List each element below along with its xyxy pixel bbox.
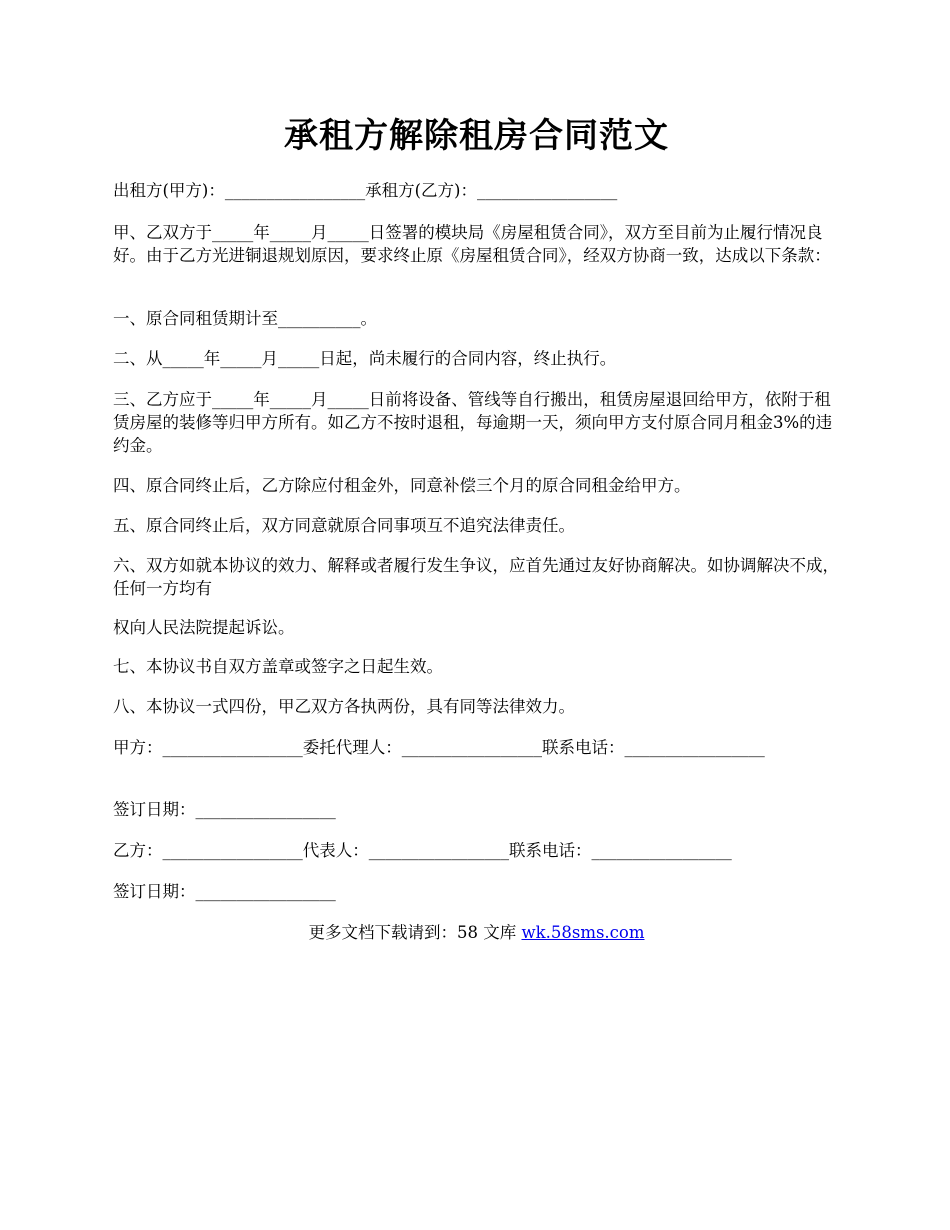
clause-4: 四、原合同终止后，乙方除应付租金外，同意补偿三个月的原合同租金给甲方。	[113, 476, 691, 495]
footer-prefix: 更多文档下载请到：58 文库	[308, 923, 522, 942]
footer-download-note	[113, 921, 840, 944]
parties-line: 出租方(甲方)：_________________承租方(乙方)：_________________	[113, 181, 618, 200]
clause-7: 七、本协议书自双方盖章或签字之日起生效。	[113, 657, 443, 676]
party-a-signature-line: 甲方：_________________委托代理人：_________________联系电话：_________________	[113, 738, 765, 757]
party-b-signature-line: 乙方：_________________代表人：_________________联系电话：_________________	[113, 841, 732, 860]
clause-2: 二、从_____年_____月_____日起，尚未履行的合同内容，终止执行。	[113, 349, 617, 368]
clause-8: 八、本协议一式四份，甲乙双方各执两份，具有同等法律效力。	[113, 697, 575, 716]
party-b-sign-date: 签订日期：_________________	[113, 882, 336, 901]
clause-6-continued: 权向人民法院提起诉讼。	[113, 618, 295, 637]
clause-3: 三、乙方应于_____年_____月_____日前将设备、管线等自行搬出，租赁房屋退回给甲方，依附于租赁房屋的装修等归甲方所有。如乙方不按时退租，每逾期一天，须向甲方支付原合同月租金3%的违约金。	[113, 390, 833, 455]
party-a-sign-date: 签订日期：_________________	[113, 800, 336, 819]
document-title: 承租方解除租房合同范文	[284, 116, 669, 156]
clause-1: 一、原合同租赁期计至__________。	[113, 309, 377, 328]
clause-6: 六、双方如就本协议的效力、解释或者履行发生争议，应首先通过友好协商解决。如协调解决不成，任何一方均有	[113, 556, 839, 598]
footer-link[interactable]: wk.58sms.com	[521, 923, 645, 942]
clause-5: 五、原合同终止后，双方同意就原合同事项互不追究法律责任。	[113, 516, 575, 535]
intro-paragraph: 甲、乙双方于_____年_____月_____日签署的模块局《房屋租赁合同》，双方至目前为止履行情况良好。由于乙方光进铜退规划原因，要求终止原《房屋租赁合同》，经双方协商一致，达成以下条款：	[113, 223, 831, 265]
